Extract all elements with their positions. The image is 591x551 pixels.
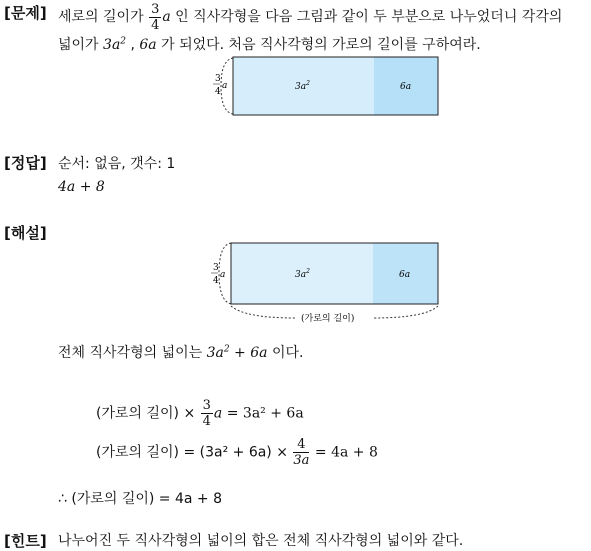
answer-meta: 순서: 없음, 갯수: 1 <box>58 156 176 172</box>
eq1-frac-num: 3 <box>202 398 211 413</box>
bottom-brace-right <box>373 306 438 318</box>
problem-var-a: a <box>162 9 171 25</box>
eq2-frac-num: 4 <box>293 437 309 453</box>
eq1-rhs: = 3a² + 6a <box>226 405 304 422</box>
fig2-box1-label: $3a^2$ <box>295 268 310 280</box>
answer-value: 4a + 8 <box>58 179 105 195</box>
eq2-lhs: (가로의 길이) = (3a² + 6a) × <box>96 444 288 461</box>
fig1-left-den: 4 <box>215 87 221 97</box>
eq2-frac-den: 3a <box>293 453 310 468</box>
explanation-label: [해설] <box>4 224 47 242</box>
area1-base: 3a <box>103 37 121 53</box>
area1-exp: 2 <box>120 36 127 47</box>
fig2-box2-label: 6a <box>399 270 411 280</box>
problem-text-1a: 세로의 길이가 <box>58 9 144 25</box>
answer-label: [정답] <box>4 154 47 172</box>
eq1-var: a <box>213 405 223 422</box>
bottom-brace-left <box>231 306 295 318</box>
problem-line1 <box>58 2 562 33</box>
problem-text-2b: 가 되었다. 처음 직사각형의 가로의 길이를 구하여라. <box>161 37 481 53</box>
explanation-sentence-b: 이다. <box>271 345 304 361</box>
fig2-left-var: a <box>220 270 226 280</box>
problem-area1 <box>103 37 126 53</box>
problem-text-1b: 인 직사각형을 다음 그림과 같이 두 부분으로 나누었더니 각각의 <box>175 9 563 25</box>
fig1-box1-label: $3a^2$ <box>295 80 310 92</box>
problem-fraction <box>149 2 161 33</box>
equation-2 <box>96 437 378 468</box>
hint-text: 나누어진 두 직사각형의 넓이의 합은 전체 직사각형의 넓이와 같다. <box>58 533 464 549</box>
problem-text-2a: 넓이가 <box>58 37 99 53</box>
conclusion: ∴ (가로의 길이) = 4a + 8 <box>58 491 223 507</box>
total-area-expr: $3a^2 + 6a$ <box>206 344 268 361</box>
fig1-left-num: 3 <box>215 74 221 84</box>
eq2-fraction <box>293 437 309 468</box>
fraction-denominator: 4 <box>151 18 160 33</box>
equation-1 <box>96 398 304 429</box>
explanation-sentence-a: 전체 직사각형의 넓이는 <box>58 345 203 361</box>
explanation-sentence <box>58 342 303 362</box>
fig1-left-var: a <box>222 81 228 91</box>
eq2-rhs: = 4a + 8 <box>314 444 378 461</box>
explanation-figure <box>205 240 445 325</box>
eq1-fraction <box>201 398 213 429</box>
eq1-lhs: (가로의 길이) × <box>96 405 196 422</box>
problem-figure <box>205 55 445 117</box>
fig2-left-num: 3 <box>213 263 219 273</box>
problem-line2: 넓이가 $3a^2$ , 6a 가 되었다. 처음 직사각형의 가로의 길이를 구하여라. <box>58 36 481 53</box>
problem-label: [문제] <box>4 4 47 22</box>
fig1-box2-label: 6a <box>400 82 412 92</box>
problem-area2: 6a <box>139 37 157 53</box>
eq1-frac-den: 4 <box>202 414 211 429</box>
fig2-bottom-label: (가로의 길이) <box>301 314 355 324</box>
fraction-numerator: 3 <box>151 2 160 17</box>
fig2-left-den: 4 <box>213 276 219 286</box>
hint-label: [힌트] <box>4 532 47 550</box>
